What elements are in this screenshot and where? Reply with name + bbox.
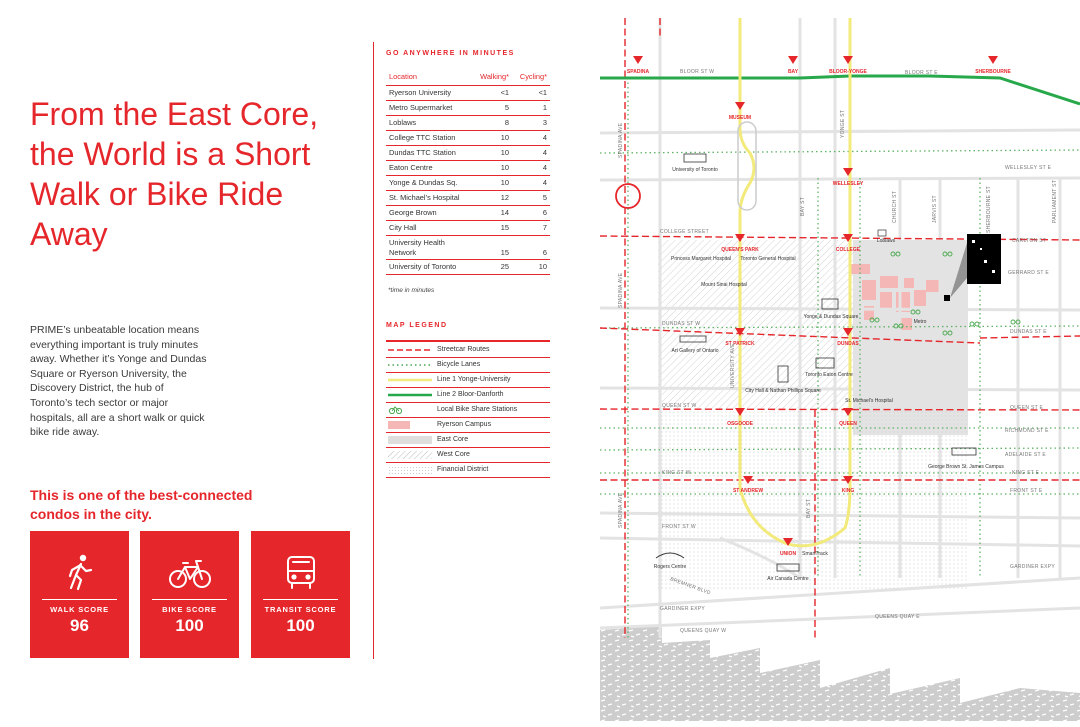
street-label: RICHMOND ST E (1005, 428, 1049, 434)
times-title: GO ANYWHERE IN MINUTES (386, 50, 515, 57)
station-label: MUSEUM (728, 115, 752, 121)
cycling-cell: 4 (512, 176, 550, 191)
cycling-cell: <1 (512, 86, 550, 101)
station-label: WELLESLEY (832, 181, 864, 187)
legend-label: Line 2 Bloor-Danforth (437, 391, 504, 398)
street-label: CHURCH ST (892, 190, 898, 223)
legend-item-east-core (386, 433, 550, 448)
score-value: 100 (286, 616, 315, 635)
location-cell: College TTC Station (386, 131, 472, 146)
street-label: FRONT ST W (662, 524, 696, 530)
legend-item-bikeshare (386, 403, 550, 418)
station-label: DUNDAS (837, 341, 859, 347)
prime-location-marker (944, 295, 950, 301)
bike-score-card (140, 531, 239, 658)
cycling-cell: 1 (512, 101, 550, 116)
location-cell: City Hall (386, 221, 472, 236)
table-row (386, 191, 550, 206)
cycling-cell: 4 (512, 131, 550, 146)
legend-label: Financial District (437, 466, 489, 473)
station-label: BAY (787, 69, 799, 75)
cycling-cell: 3 (512, 116, 550, 131)
bike-share-icon (388, 406, 432, 414)
table-row (386, 161, 550, 176)
poi-label: Air Canada Centre (767, 576, 809, 582)
legend-item-line2 (386, 388, 550, 403)
street-label: PARLIAMENT ST (1052, 179, 1058, 223)
walking-cell: <1 (472, 86, 512, 101)
east-core-area (853, 240, 968, 435)
legend-item-financial (386, 463, 550, 478)
street-label: BLOOR ST E (905, 70, 938, 76)
time-footnote: *time in minutes (388, 287, 435, 294)
street-label: WELLESLEY ST E (1005, 165, 1052, 171)
station-label: KING (841, 488, 855, 494)
walking-cell: 10 (472, 176, 512, 191)
walking-person-icon (30, 553, 129, 591)
legend-label: Streetcar Routes (437, 346, 490, 353)
legend-title: MAP LEGEND (386, 322, 448, 329)
score-value: 100 (175, 616, 204, 635)
street-label: BAY ST (800, 196, 806, 216)
walk-score-card (30, 531, 129, 658)
headline: From the East Core, the World is a Short Walk or Bike Ride Away (30, 96, 319, 252)
table-row (386, 206, 550, 221)
street-label: QUEENS QUAY W (680, 628, 727, 634)
walking-cell: 5 (472, 101, 512, 116)
street-label: QUEENS QUAY E (875, 614, 920, 620)
station-label: COLLEGE (835, 247, 861, 253)
station-label: ST ANDREW (732, 488, 764, 494)
score-value: 96 (70, 616, 89, 635)
location-cell: University Health Network (386, 236, 472, 260)
score-label: BIKE SCORE (162, 605, 217, 614)
street-label: GERRARD ST E (1008, 270, 1050, 276)
street-label: JARVIS ST (932, 195, 938, 223)
station-label: ST PATRICK (725, 341, 755, 347)
table-row (386, 86, 550, 101)
column-header: Cycling* (512, 67, 550, 86)
table-row (386, 131, 550, 146)
location-cell: Ryerson University (386, 86, 472, 101)
table-row (386, 221, 550, 236)
poi-label: Metro (913, 319, 927, 325)
street-label: GARDINER EXPY (660, 606, 706, 612)
legend-item-ryerson (386, 418, 550, 433)
poi-label: Toronto Eaton Centre (805, 372, 853, 378)
poi-label: Art Gallery of Ontario (671, 348, 719, 354)
walking-cell: 10 (472, 161, 512, 176)
poi-label: George Brown St. James Campus (928, 464, 1004, 470)
legend-label: Line 1 Yonge-University (437, 376, 511, 383)
location-cell: St. Michael’s Hospital (386, 191, 472, 206)
street-label: SPADINA AVE (618, 122, 624, 158)
poi-label: City Hall & Nathan Phillips Square (745, 388, 821, 394)
legend-label: Bicycle Lanes (437, 361, 481, 368)
location-cell: Yonge & Dundas Sq. (386, 176, 472, 191)
street-label: YONGE ST (840, 109, 846, 138)
legend-label: West Core (437, 451, 470, 458)
poi-label: Toronto General Hospital (740, 256, 796, 262)
walking-cell: 15 (472, 236, 512, 260)
cycling-cell: 4 (512, 161, 550, 176)
cycling-cell: 6 (512, 206, 550, 221)
station-label: SHERBOURNE (975, 69, 1011, 75)
legend-item-bike-lanes (386, 358, 550, 373)
transit-score-card (251, 531, 350, 658)
table-row (386, 146, 550, 161)
poi-label: Rogers Centre (653, 564, 687, 570)
walking-cell: 8 (472, 116, 512, 131)
street-label: CARLTON ST (1012, 238, 1047, 244)
poi-label: Mount Sinai Hospital (701, 282, 747, 288)
walking-cell: 25 (472, 260, 512, 275)
bicycle-icon (140, 553, 239, 591)
station-label: QUEEN'S PARK (721, 247, 759, 253)
street-label: QUEEN ST E (1010, 405, 1044, 411)
legend-item-streetcar (386, 343, 550, 358)
street-label: UNIVERSITY AVE (730, 343, 736, 388)
travel-times-table (386, 67, 550, 275)
street-label: SPADINA AVE (618, 492, 624, 528)
table-row (386, 116, 550, 131)
legend-label: Local Bike Share Stations (437, 406, 518, 413)
poi-label: Princess Margaret Hospital (670, 256, 732, 262)
street-label: FRONT ST E (1010, 488, 1043, 494)
column-divider (373, 42, 374, 659)
table-row (386, 236, 550, 260)
poi-label: SmartTrack (802, 551, 828, 557)
bus-icon (251, 553, 350, 591)
table-header-row (386, 67, 550, 86)
street-label: KING ST W (662, 470, 691, 476)
table-row (386, 101, 550, 116)
cycling-cell: 5 (512, 191, 550, 206)
location-cell: George Brown (386, 206, 472, 221)
column-header: Walking* (472, 67, 512, 86)
legend-label: East Core (437, 436, 469, 443)
station-label: UNION (779, 551, 797, 557)
cycling-cell: 6 (512, 236, 550, 260)
poi-label: Yonge & Dundas Square (803, 314, 859, 320)
street-label: BLOOR ST W (680, 69, 715, 75)
street-label: QUEEN ST W (662, 403, 697, 409)
financial-district-area (658, 410, 968, 590)
poi-label: University of Toronto (672, 167, 718, 173)
location-cell: Metro Supermarket (386, 101, 472, 116)
column-header: Location (386, 67, 472, 86)
legend-item-west-core (386, 448, 550, 463)
cycling-cell: 4 (512, 146, 550, 161)
legend-item-line1 (386, 373, 550, 388)
neighbourhood-map (600, 18, 1080, 721)
poi-label: St. Michael's Hospital (845, 398, 893, 404)
station-label: SPADINA (626, 69, 650, 75)
intro-paragraph: PRIME’s unbeatable location means everything important is truly minutes away. Whether it’s Yonge and Dundas Square or Ryerson University, the Discovery District, the hub of Toronto’s tech sector or major hospitals, all are a short walk or quick bike ride away. (30, 324, 207, 439)
location-cell: Eaton Centre (386, 161, 472, 176)
street-label: SPADINA AVE (618, 272, 624, 308)
walking-cell: 10 (472, 146, 512, 161)
score-label: TRANSIT SCORE (264, 605, 337, 614)
walking-cell: 14 (472, 206, 512, 221)
walking-cell: 15 (472, 221, 512, 236)
street-label: GARDINER EXPY (1010, 564, 1056, 570)
location-cell: Loblaws (386, 116, 472, 131)
legend-label: Ryerson Campus (437, 421, 492, 428)
station-label: OSGOODE (727, 421, 753, 427)
table-row (386, 176, 550, 191)
station-label: BLOOR-YONGE (829, 69, 867, 75)
street-label: ADELAIDE ST E (1005, 452, 1047, 458)
score-label: WALK SCORE (50, 605, 109, 614)
walking-cell: 12 (472, 191, 512, 206)
cycling-cell: 7 (512, 221, 550, 236)
street-label: DUNDAS ST W (662, 321, 701, 327)
station-label: QUEEN (839, 421, 857, 427)
street-label: COLLEGE STREET (660, 229, 709, 235)
table-row (386, 260, 550, 275)
cycling-cell: 10 (512, 260, 550, 275)
street-label: KING ST E (1012, 470, 1040, 476)
walking-cell: 10 (472, 131, 512, 146)
location-cell: Dundas TTC Station (386, 146, 472, 161)
location-cell: University of Toronto (386, 260, 472, 275)
tagline: This is one of the best-connected condos in the city. (30, 487, 253, 522)
street-label: DUNDAS ST E (1010, 329, 1047, 335)
street-label: SHERBOURNE ST (986, 186, 992, 233)
street-label: BAY ST (806, 498, 812, 518)
street-label: BREMNER BLVD (669, 576, 712, 597)
poi-label: Loblaws (876, 238, 896, 244)
